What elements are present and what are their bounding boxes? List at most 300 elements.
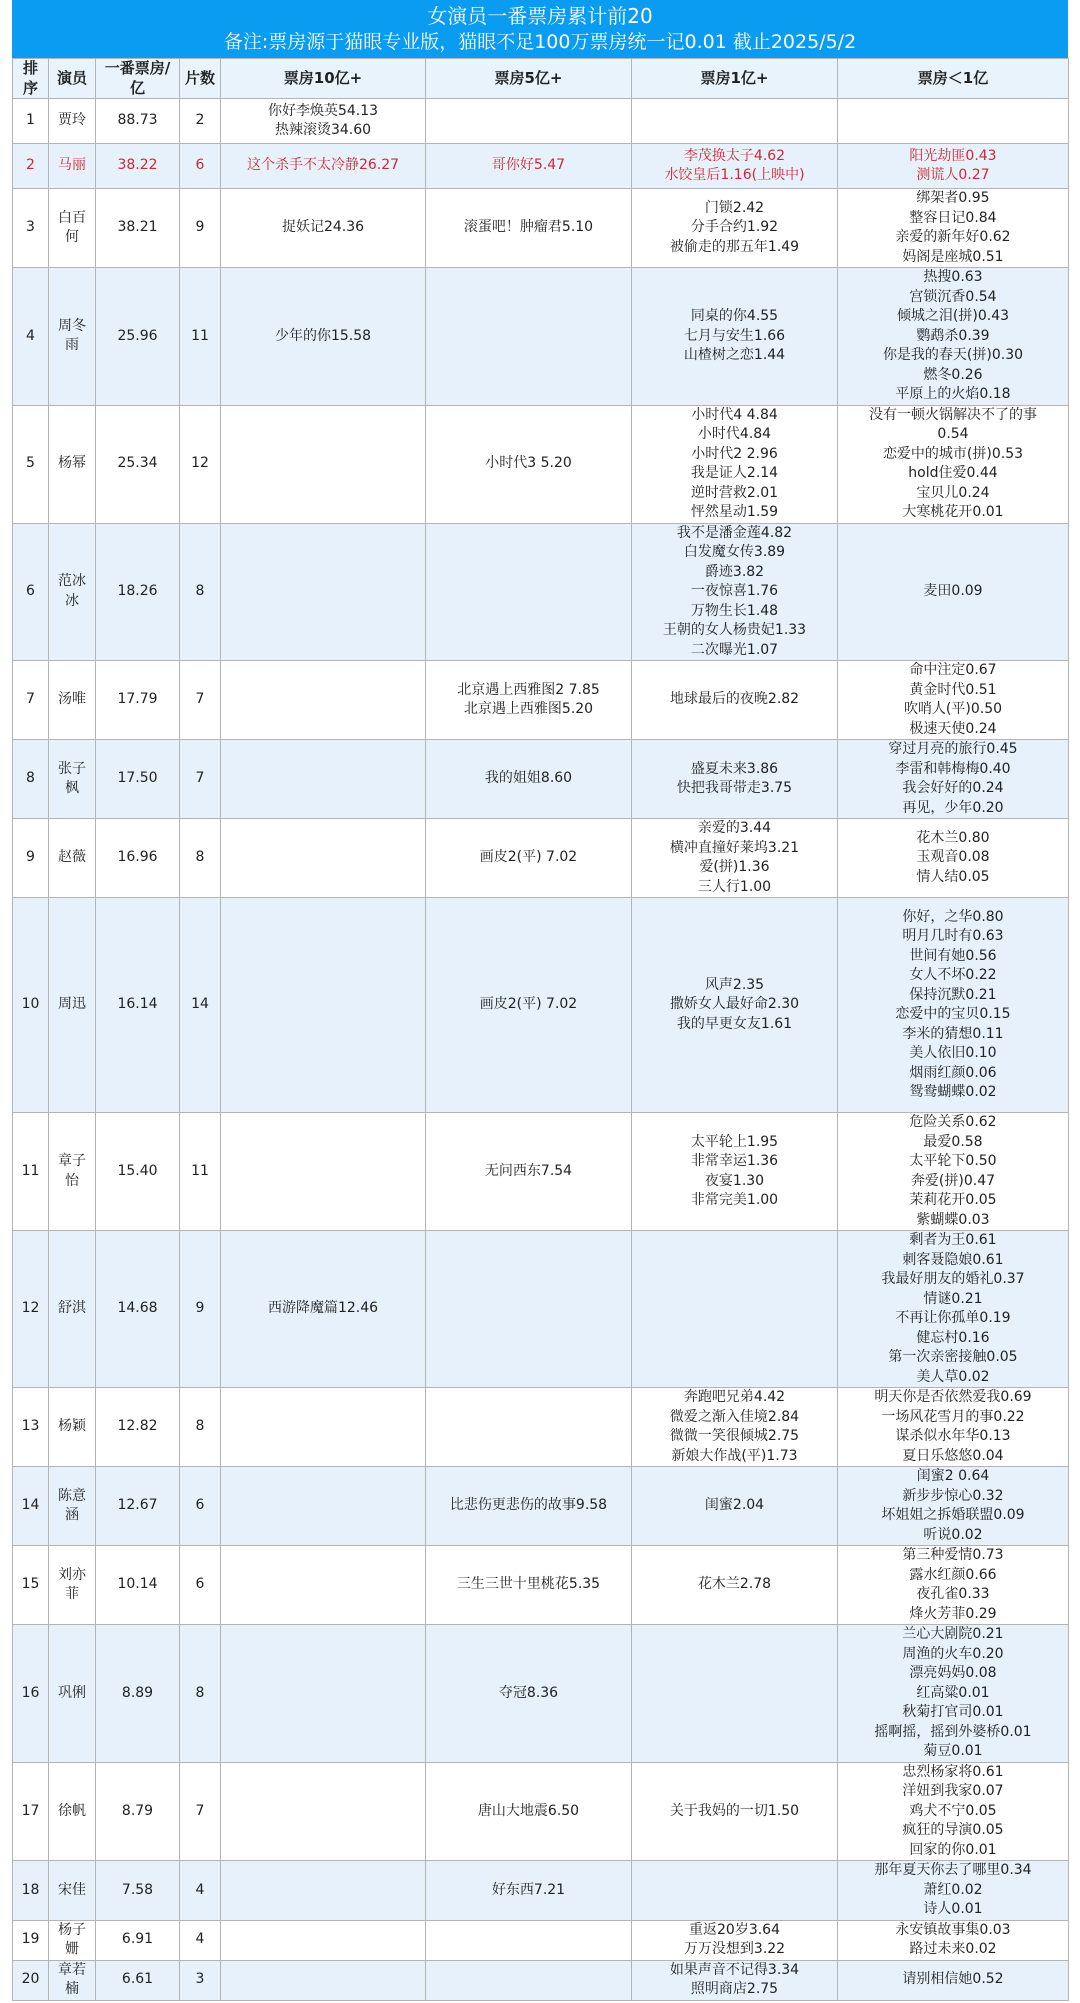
cell-over-10: [221, 523, 426, 661]
film-entry: 世间有她0.56: [909, 947, 997, 964]
film-entry: 我的姐姐8.60: [484, 770, 573, 787]
film-entry: 爵迹3.82: [704, 563, 765, 580]
cell-rank: 1: [13, 99, 49, 144]
film-entry: 奔爱(拼)0.47: [910, 1172, 996, 1189]
film-entry: 门锁2.42: [704, 199, 765, 216]
table-row: [13, 268, 1069, 406]
film-entry: 捉妖记24.36: [281, 219, 365, 236]
film-entry: 菊豆0.01: [923, 1743, 983, 1759]
cell-count: 6: [180, 1467, 221, 1546]
table-row: [13, 99, 1069, 144]
film-entry: 盛夏未来3.86: [690, 760, 779, 777]
film-entry: 西游降魔篇12.46: [267, 1300, 379, 1317]
cell-rank: 17: [13, 1762, 49, 1861]
cell-total: 14.68: [96, 1231, 180, 1388]
film-entry: 三人行1.00: [697, 878, 772, 895]
cell-total: 8.89: [96, 1625, 180, 1763]
film-entry: 诗人0.01: [923, 1901, 983, 1917]
film-entry: 第三种爱情0.73: [902, 1547, 1004, 1563]
film-entry: 比悲伤更悲伤的故事9.58: [449, 1497, 608, 1514]
table-row: [13, 189, 1069, 268]
cell-over-1: [632, 1960, 838, 2000]
cell-actress: 刘亦菲: [49, 1546, 96, 1625]
cell-count: 4: [180, 1920, 221, 1960]
ranking-table: [12, 58, 1069, 2001]
film-entry: 夺冠8.36: [498, 1684, 559, 1701]
film-entry: 不再让你孤单0.19: [895, 1310, 1011, 1326]
film-entry: 一夜惊喜1.76: [690, 583, 779, 599]
table-row: [13, 1960, 1069, 2000]
cell-total: 25.96: [96, 268, 180, 406]
film-entry: 健忘村0.16: [916, 1329, 990, 1346]
cell-rank: 16: [13, 1625, 49, 1763]
table-row: [13, 405, 1069, 523]
film-entry: 照明商店2.75: [690, 1981, 779, 1997]
film-entry: 燃冬0.26: [923, 366, 983, 383]
cell-total: 12.82: [96, 1388, 180, 1467]
film-entry: 坏姐姐之拆婚联盟0.09: [881, 1507, 1025, 1523]
film-entry: 王朝的女人杨贵妃1.33: [662, 622, 807, 638]
film-entry: 万物生长1.48: [690, 602, 779, 619]
cell-under-1: [838, 1113, 1069, 1231]
cell-total: 8.79: [96, 1762, 180, 1861]
cell-over-5: [426, 144, 632, 189]
cell-actress: 章若楠: [49, 1960, 96, 2000]
table-row: [13, 1388, 1069, 1467]
cell-over-10: [221, 1546, 426, 1625]
film-entry: 小时代2 2.96: [691, 445, 778, 462]
col-header-actress: 演员: [49, 59, 96, 99]
cell-over-10: [221, 898, 426, 1113]
cell-actress: 周冬雨: [49, 268, 96, 406]
film-entry: 极速天使0.24: [909, 720, 997, 737]
cell-over-5: [426, 405, 632, 523]
cell-actress: 章子怡: [49, 1113, 96, 1231]
film-entry: 哥你好5.47: [491, 157, 566, 174]
film-entry: 北京遇上西雅图5.20: [463, 701, 594, 717]
cell-rank: 8: [13, 740, 49, 819]
col-header-rank: 排序: [13, 59, 49, 99]
film-entry: 七月与安生1.66: [683, 327, 786, 344]
table-row: [13, 898, 1069, 1113]
cell-over-1: [632, 740, 838, 819]
film-entry: 小时代3 5.20: [485, 455, 572, 472]
film-entry: 玉观音0.08: [916, 849, 990, 866]
table-row: [13, 819, 1069, 898]
film-entry: 新娘大作战(平)1.73: [671, 1447, 798, 1464]
film-entry: 重返20岁3.64: [689, 1921, 780, 1938]
film-entry: 露水红颜0.66: [909, 1566, 997, 1583]
film-entry: 美人依旧0.10: [909, 1045, 997, 1061]
table-row: [13, 1762, 1069, 1861]
table-row: [13, 1546, 1069, 1625]
film-entry: 最爱0.58: [923, 1133, 983, 1150]
cell-over-1: [632, 661, 838, 740]
table-row: [13, 1231, 1069, 1388]
cell-actress: 徐帆: [49, 1762, 96, 1861]
cell-actress: 周迅: [49, 898, 96, 1113]
film-entry: 0.54: [937, 426, 969, 442]
film-entry: 疯狂的导演0.05: [902, 1822, 1004, 1838]
cell-under-1: [838, 1920, 1069, 1960]
film-entry: 情谜0.21: [923, 1290, 983, 1307]
cell-actress: 汤唯: [49, 661, 96, 740]
cell-over-10: [221, 661, 426, 740]
cell-over-1: [632, 523, 838, 661]
film-entry: 倾城之泪(拼)0.43: [896, 308, 1010, 324]
film-entry: 山楂树之恋1.44: [683, 347, 786, 363]
cell-actress: 宋佳: [49, 1861, 96, 1921]
cell-over-1: [632, 819, 838, 898]
cell-under-1: [838, 1960, 1069, 2000]
cell-total: 12.67: [96, 1467, 180, 1546]
film-entry: 周渔的火车0.20: [902, 1645, 1004, 1662]
table-row: [13, 1861, 1069, 1921]
film-entry: 逆时营救2.01: [690, 484, 779, 501]
film-entry: 请别相信她0.52: [902, 1971, 1004, 1988]
cell-over-5: [426, 661, 632, 740]
cell-over-10: [221, 99, 426, 144]
cell-over-5: [426, 1625, 632, 1763]
film-entry: 我是证人2.14: [690, 465, 779, 481]
cell-over-10: [221, 1467, 426, 1546]
film-entry: 非常幸运1.36: [690, 1153, 779, 1169]
cell-actress: 巩俐: [49, 1625, 96, 1763]
col-header-under-1: 票房＜1亿: [838, 59, 1069, 99]
cell-count: 8: [180, 523, 221, 661]
cell-under-1: [838, 1388, 1069, 1467]
cell-over-1: [632, 1920, 838, 1960]
film-entry: 烟雨红颜0.06: [909, 1064, 997, 1081]
film-entry: 非常完美1.00: [690, 1192, 779, 1208]
cell-count: 2: [180, 99, 221, 144]
cell-count: 6: [180, 1546, 221, 1625]
cell-over-1: [632, 1762, 838, 1861]
table-row: [13, 523, 1069, 661]
cell-over-10: [221, 144, 426, 189]
film-entry: 鸳鸯蝴蝶0.02: [909, 1084, 997, 1100]
cell-under-1: [838, 819, 1069, 898]
cell-total: 16.96: [96, 819, 180, 898]
film-entry: 明天你是否依然爱我0.69: [874, 1389, 1032, 1405]
film-entry: 恋爱中的宝贝0.15: [895, 1006, 1011, 1022]
film-entry: 三生三世十里桃花5.35: [456, 1576, 601, 1593]
col-header-total: 一番票房/亿: [96, 59, 180, 99]
cell-over-5: [426, 189, 632, 268]
film-entry: 大寒桃花开0.01: [902, 504, 1004, 520]
film-entry: 你好李焕英54.13: [267, 102, 379, 119]
film-entry: 整容日记0.84: [909, 209, 997, 226]
cell-over-1: [632, 1625, 838, 1763]
cell-rank: 18: [13, 1861, 49, 1921]
cell-over-10: [221, 1625, 426, 1763]
film-entry: 洋妞到我家0.07: [902, 1783, 1004, 1799]
cell-rank: 20: [13, 1960, 49, 2000]
cell-over-10: [221, 1388, 426, 1467]
cell-under-1: [838, 99, 1069, 144]
table-row: [13, 1920, 1069, 1960]
film-entry: 我的早更女友1.61: [676, 1015, 793, 1032]
cell-over-5: [426, 1467, 632, 1546]
cell-rank: 2: [13, 144, 49, 189]
table-body: [13, 99, 1069, 2001]
cell-actress: 杨幂: [49, 405, 96, 523]
cell-actress: 杨颖: [49, 1388, 96, 1467]
cell-under-1: [838, 1762, 1069, 1861]
film-entry: 忠烈杨家将0.61: [902, 1763, 1004, 1780]
film-entry: 漂亮妈妈0.08: [909, 1665, 997, 1681]
cell-total: 7.58: [96, 1861, 180, 1921]
cell-rank: 4: [13, 268, 49, 406]
film-entry: 快把我哥带走3.75: [676, 780, 793, 796]
cell-over-5: [426, 1762, 632, 1861]
cell-over-10: [221, 189, 426, 268]
cell-over-1: [632, 189, 838, 268]
cell-count: 3: [180, 1960, 221, 2000]
cell-under-1: [838, 1546, 1069, 1625]
cell-over-5: [426, 1388, 632, 1467]
film-entry: 夏日乐悠悠0.04: [902, 1447, 1004, 1464]
film-entry: 谋杀似水年华0.13: [895, 1428, 1011, 1444]
film-entry: 美人草0.02: [916, 1368, 990, 1385]
cell-under-1: [838, 523, 1069, 661]
film-entry: 情人结0.05: [916, 868, 990, 885]
film-entry: 我会好好的0.24: [902, 780, 1004, 796]
film-entry: 微爱之渐入佳境2.84: [669, 1408, 800, 1425]
table-row: [13, 1113, 1069, 1231]
cell-count: 11: [180, 1113, 221, 1231]
film-entry: 宝贝儿0.24: [916, 484, 990, 501]
cell-total: 88.73: [96, 99, 180, 144]
cell-over-5: [426, 1231, 632, 1388]
film-entry: 第一次亲密接触0.05: [888, 1349, 1018, 1365]
cell-over-1: [632, 1113, 838, 1231]
cell-count: 9: [180, 189, 221, 268]
film-entry: 明月几时有0.63: [902, 928, 1004, 944]
film-entry: 怦然星动1.59: [690, 504, 779, 520]
cell-count: 6: [180, 144, 221, 189]
cell-actress: 陈意涵: [49, 1467, 96, 1546]
film-entry: 测谎人0.27: [916, 167, 990, 183]
film-entry: 微微一笑很倾城2.75: [669, 1428, 800, 1444]
cell-total: 6.61: [96, 1960, 180, 2000]
film-entry: 唐山大地震6.50: [477, 1802, 580, 1819]
film-entry: 奔跑吧兄弟4.42: [683, 1389, 786, 1405]
film-entry: 李米的猜想0.11: [902, 1025, 1004, 1042]
film-entry: 紫蝴蝶0.03: [916, 1211, 990, 1228]
film-entry: 同桌的你4.55: [690, 308, 779, 324]
cell-actress: 范冰冰: [49, 523, 96, 661]
film-entry: 命中注定0.67: [909, 662, 997, 678]
col-header-count: 片数: [180, 59, 221, 99]
cell-rank: 9: [13, 819, 49, 898]
cell-total: 10.14: [96, 1546, 180, 1625]
cell-over-1: [632, 1388, 838, 1467]
cell-over-5: [426, 99, 632, 144]
cell-count: 11: [180, 268, 221, 406]
cell-over-10: [221, 1231, 426, 1388]
film-entry: 红高粱0.01: [916, 1684, 990, 1701]
cell-total: 17.79: [96, 661, 180, 740]
cell-rank: 6: [13, 523, 49, 661]
cell-over-10: [221, 740, 426, 819]
cell-under-1: [838, 661, 1069, 740]
table-row: [13, 661, 1069, 740]
cell-over-5: [426, 740, 632, 819]
film-entry: 听说0.02: [923, 1526, 983, 1543]
cell-over-1: [632, 1231, 838, 1388]
cell-total: 16.14: [96, 898, 180, 1113]
film-entry: 小时代4 4.84: [691, 406, 778, 423]
film-entry: 地球最后的夜晚2.82: [669, 691, 800, 708]
cell-under-1: [838, 740, 1069, 819]
cell-actress: 杨子姗: [49, 1920, 96, 1960]
cell-over-10: [221, 1113, 426, 1231]
cell-count: 12: [180, 405, 221, 523]
film-entry: 闺蜜2.04: [704, 1497, 765, 1514]
table-row: [13, 144, 1069, 189]
film-entry: 我不是潘金莲4.82: [676, 524, 793, 541]
cell-rank: 13: [13, 1388, 49, 1467]
film-entry: 水饺皇后1.16(上映中): [664, 167, 805, 183]
cell-over-5: [426, 1861, 632, 1921]
cell-under-1: [838, 144, 1069, 189]
cell-over-1: [632, 268, 838, 406]
cell-over-10: [221, 1960, 426, 2000]
cell-count: 8: [180, 1388, 221, 1467]
cell-actress: 马丽: [49, 144, 96, 189]
film-entry: 夜宴1.30: [704, 1172, 765, 1189]
cell-actress: 张子枫: [49, 740, 96, 819]
cell-under-1: [838, 1861, 1069, 1921]
film-entry: 夜孔雀0.33: [916, 1586, 990, 1602]
cell-rank: 11: [13, 1113, 49, 1231]
film-entry: 小时代4.84: [697, 426, 772, 442]
film-entry: 关于我妈的一切1.50: [669, 1802, 800, 1819]
cell-count: 7: [180, 740, 221, 819]
film-entry: 平原上的火焰0.18: [895, 386, 1011, 402]
page-subtitle: 备注:票房源于猫眼专业版，猫眼不足100万票房统一记0.01 截止2025/5/2: [223, 31, 857, 53]
cell-rank: 15: [13, 1546, 49, 1625]
film-entry: 穿过月亮的旅行0.45: [888, 741, 1018, 757]
film-entry: 恋爱中的城市(拼)0.53: [882, 445, 1024, 462]
film-entry: 太平轮下0.50: [909, 1153, 997, 1169]
film-entry: 再见，少年0.20: [902, 799, 1004, 816]
film-entry: 被偷走的那五年1.49: [669, 238, 800, 255]
cell-over-1: [632, 405, 838, 523]
col-header-over-5: 票房5亿+: [426, 59, 632, 99]
film-entry: 刺客聂隐娘0.61: [902, 1251, 1004, 1268]
film-entry: 热辣滚烫34.60: [274, 122, 372, 138]
cell-over-10: [221, 1762, 426, 1861]
film-entry: 妈阁是座城0.51: [902, 248, 1004, 265]
film-entry: 你是我的春天(拼)0.30: [882, 347, 1024, 363]
film-entry: 阳光劫匪0.43: [909, 147, 997, 164]
film-entry: 少年的你15.58: [274, 327, 372, 344]
cell-over-5: [426, 819, 632, 898]
film-entry: 回家的你0.01: [909, 1841, 997, 1858]
film-entry: 画皮2(平) 7.02: [479, 849, 578, 866]
cell-over-1: [632, 99, 838, 144]
film-entry: 太平轮上1.95: [690, 1133, 779, 1150]
film-entry: 李雷和韩梅梅0.40: [895, 760, 1011, 777]
film-entry: 麦田0.09: [923, 583, 983, 599]
film-entry: 宫锁沉香0.54: [909, 288, 997, 305]
film-entry: 摇啊摇，摇到外婆桥0.01: [874, 1723, 1032, 1740]
cell-actress: 舒淇: [49, 1231, 96, 1388]
cell-actress: 赵薇: [49, 819, 96, 898]
cell-rank: 5: [13, 405, 49, 523]
film-entry: 永安镇故事集0.03: [895, 1921, 1011, 1938]
cell-over-5: [426, 1920, 632, 1960]
film-entry: 闺蜜2 0.64: [916, 1468, 990, 1484]
cell-total: 18.26: [96, 523, 180, 661]
cell-over-10: [221, 268, 426, 406]
cell-under-1: [838, 1625, 1069, 1763]
cell-over-5: [426, 268, 632, 406]
film-entry: 危险关系0.62: [909, 1114, 997, 1130]
film-entry: 你好，之华0.80: [902, 908, 1004, 925]
cell-count: 7: [180, 1762, 221, 1861]
cell-count: 4: [180, 1861, 221, 1921]
cell-over-1: [632, 1861, 838, 1921]
film-entry: 黄金时代0.51: [909, 681, 997, 698]
film-entry: 李茂换太子4.62: [683, 147, 786, 164]
film-entry: 萧红0.02: [923, 1881, 983, 1898]
film-entry: 兰心大剧院0.21: [902, 1626, 1004, 1642]
film-entry: 亲爱的3.44: [697, 820, 772, 836]
film-entry: 画皮2(平) 7.02: [479, 996, 578, 1013]
page-title: 女演员一番票房累计前20: [427, 4, 653, 28]
film-entry: 二次曝光1.07: [690, 641, 779, 658]
cell-rank: 14: [13, 1467, 49, 1546]
film-entry: 花木兰0.80: [916, 829, 990, 846]
col-header-over-10: 票房10亿+: [221, 59, 426, 99]
film-entry: 茉莉花开0.05: [909, 1192, 997, 1208]
cell-over-1: [632, 898, 838, 1113]
cell-total: 15.40: [96, 1113, 180, 1231]
film-entry: 秋菊打官司0.01: [902, 1704, 1004, 1720]
film-entry: 路过未来0.02: [909, 1941, 997, 1957]
film-entry: 鹦鹉杀0.39: [916, 327, 990, 344]
cell-under-1: [838, 898, 1069, 1113]
cell-count: 8: [180, 819, 221, 898]
film-entry: 万万没想到3.22: [683, 1941, 786, 1957]
cell-count: 7: [180, 661, 221, 740]
cell-actress: 贾玲: [49, 99, 96, 144]
cell-under-1: [838, 1467, 1069, 1546]
cell-over-10: [221, 405, 426, 523]
film-entry: 这个杀手不太冷静26.27: [246, 157, 400, 174]
cell-over-1: [632, 144, 838, 189]
film-entry: 吹哨人(平)0.50: [903, 701, 1003, 717]
film-entry: 北京遇上西雅图2 7.85: [457, 681, 600, 698]
film-entry: 分手合约1.92: [690, 219, 779, 236]
film-entry: 烽火芳菲0.29: [909, 1605, 997, 1622]
cell-count: 14: [180, 898, 221, 1113]
cell-over-5: [426, 523, 632, 661]
film-entry: 爱(拼)1.36: [699, 859, 770, 875]
cell-actress: 白百何: [49, 189, 96, 268]
cell-total: 25.34: [96, 405, 180, 523]
film-entry: 无问西东7.54: [484, 1162, 573, 1179]
film-entry: 保持沉默0.21: [909, 986, 997, 1003]
cell-under-1: [838, 1231, 1069, 1388]
cell-over-10: [221, 1920, 426, 1960]
cell-rank: 7: [13, 661, 49, 740]
cell-rank: 19: [13, 1920, 49, 1960]
header-row: [13, 59, 1069, 99]
